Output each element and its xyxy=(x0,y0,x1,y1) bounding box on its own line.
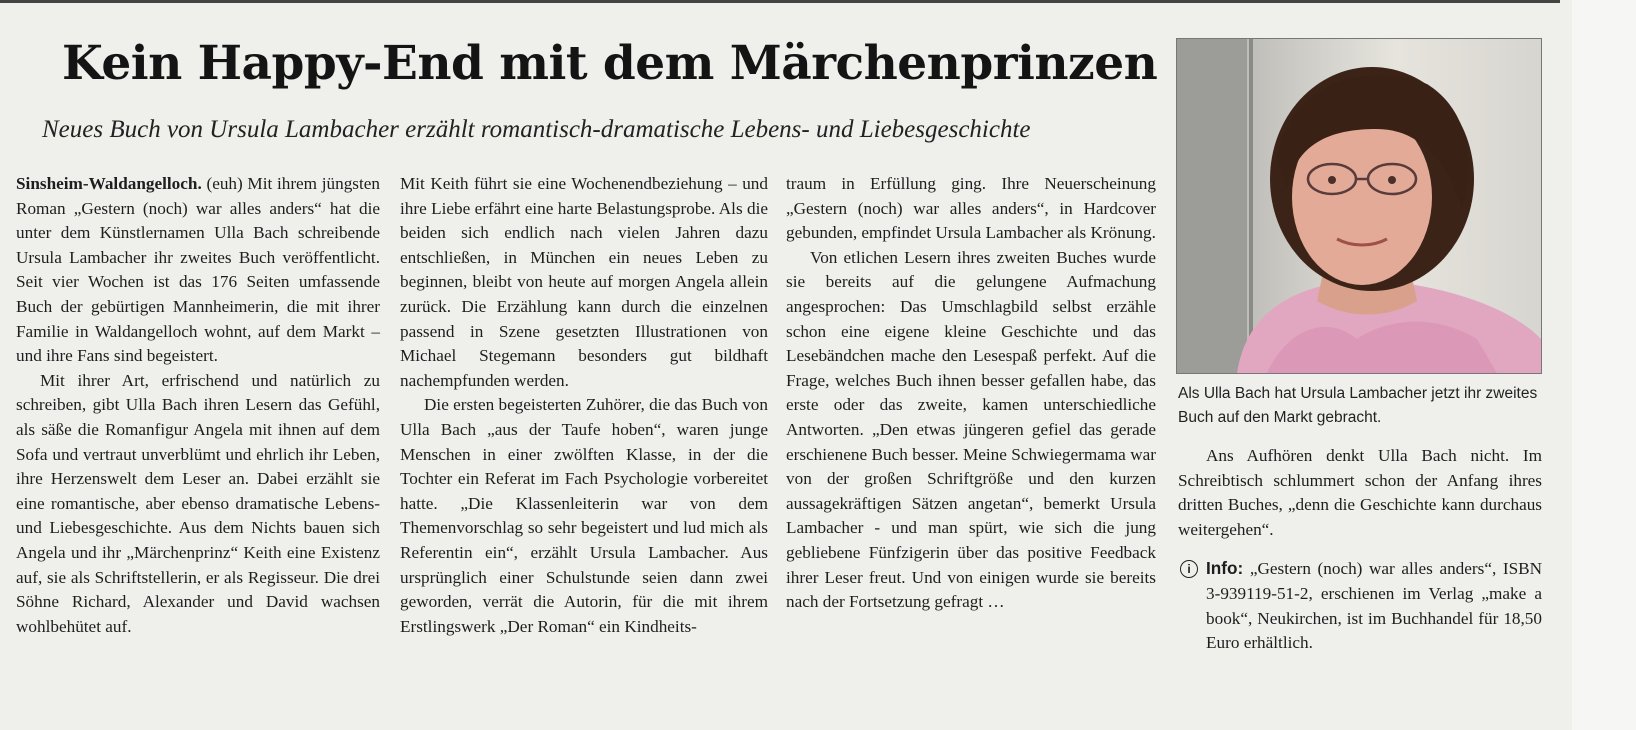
portrait-photo xyxy=(1176,38,1542,374)
page-margin xyxy=(1572,0,1636,730)
info-label: Info: xyxy=(1206,558,1244,579)
dateline: Sinsheim-Waldangelloch. xyxy=(16,174,202,193)
paragraph: traum in Erfüllung ging. Ihre Neuerscheinung „Gestern (noch) war alles anders“, in Hardcover gebunden, empfindet Ursula Lambacher als Krönung. xyxy=(786,174,1156,243)
paragraph xyxy=(16,172,380,369)
top-rule xyxy=(0,0,1560,3)
article-column-1 xyxy=(16,172,380,639)
subheadline: Neues Buch von Ursula Lambacher erzählt romantisch-dramatische Lebens- und Liebesgeschichte xyxy=(42,116,1031,143)
photo-caption: Als Ulla Bach hat Ursula Lambacher jetzt ihr zweites Buch auf den Markt gebracht. xyxy=(1178,385,1538,426)
paragraph: Mit Keith führt sie eine Wochenendbeziehung – und ihre Liebe erfährt eine harte Belastungsprobe. Als die beiden sich endlich nach vielen Jahren dazu entschließen, in München ein neues Leben zu beginnen, bleibt von heute auf morgen Angela allein zurück. Die Erzählung kann durch die einzelnen passend in Szene gesetzten Illustrationen von Michael Stegemann besonders gut bildhaft nachempfunden werden. xyxy=(400,174,768,390)
article-column-4 xyxy=(1178,444,1542,656)
paragraph: Von etlichen Lesern ihres zweiten Buches wurde sie bereits auf die gelungene Aufmachung angesprochen: Das Umschlagbild selbst erzähle schon eine eigene kleine Geschichte und das Lesebändchen mache den Lesespaß perfekt. Auf die Frage, welches Buch ihnen besser gefallen habe, das erste oder das zweite, kamen unterschiedliche Antworten. „Den etwas jüngeren gefiel das gerade erschienene Buch besser. Meine Schwiegermama war von der großen Schriftgröße und den kurzen aussagekräftigen Sätzen angetan“, bemerkt Ursula Lambacher - und man spürt, wie sich die jung gebliebene Fünfzigerin über das positive Feedback ihrer Leser freut. Und von einigen wurde sie bereits nach der Fortsetzung gefragt … xyxy=(786,247,1156,612)
portrait-illustration xyxy=(1177,39,1541,373)
paragraph: Die ersten begeisterten Zuhörer, die das Buch von Ulla Bach „aus der Taufe hoben“, waren junge Menschen in einer zwölften Klasse, in der die Tochter ein Referat im Fach Psychologie vorbereitet hatte. „Die Klassenleiterin war von dem Themenvorschlag so sehr begeistert und lud mich als Referentin ein“, erzählt Ursula Lambacher. Aus ursprünglich einer Schulstunde seien dann zwei geworden, verrät die Autorin, für die mit ihrem Erstlingswerk „Der Roman“ ein Kindheits- xyxy=(400,395,768,636)
headline: Kein Happy-End mit dem Märchenprinzen xyxy=(62,36,1158,91)
article-column-2 xyxy=(400,172,768,639)
paragraph-text: (euh) Mit ihrem jüngsten Roman „Gestern (noch) war alles anders“ hat die unter dem Künstlernamen Ulla Bach schreibende Ursula Lambacher ihr zweites Buch veröffentlicht. Seit vier Wochen ist das 176 Seiten umfassende Buch der gebürtigen Mannheimerin, die mit ihrer Familie in Waldangelloch wohnt, auf dem Markt – und ihre Fans sind begeistert. xyxy=(16,174,380,366)
info-text: „Gestern (noch) war alles anders“, ISBN 3-939119-51-2, erschienen im Verlag „make a book“, Neukirchen, ist im Buchhandel für 18,50 Euro erhältlich. xyxy=(1206,559,1543,653)
info-box xyxy=(1178,556,1542,655)
article-column-3 xyxy=(786,172,1156,615)
paragraph: Mit ihrer Art, erfrischend und natürlich zu schreiben, gibt Ulla Bach ihren Lesern das Gefühl, als säße die Romanfigur Angela mit ihnen auf dem Sofa und vertraut unverblümt und ehrlich ihr Leben, ihre Herzenswelt dem Leser an. Dabei erzählt sie eine romantische, aber ebenso dramatische Lebens- und Liebesgeschichte. Aus dem Nichts bauen sich Angela und ihr „Märchenprinz“ Keith eine Existenz auf, sie als Schriftstellerin, er als Regisseur. Die drei Söhne Richard, Alexander und David wachsen wohlbehütet auf. xyxy=(16,370,380,636)
paragraph: Ans Aufhören denkt Ulla Bach nicht. Im Schreibtisch schlummert schon der Anfang ihres dritten Buches, „denn die Geschichte kann durchaus weitergehen“. xyxy=(1178,446,1542,539)
info-icon: i xyxy=(1180,560,1198,578)
